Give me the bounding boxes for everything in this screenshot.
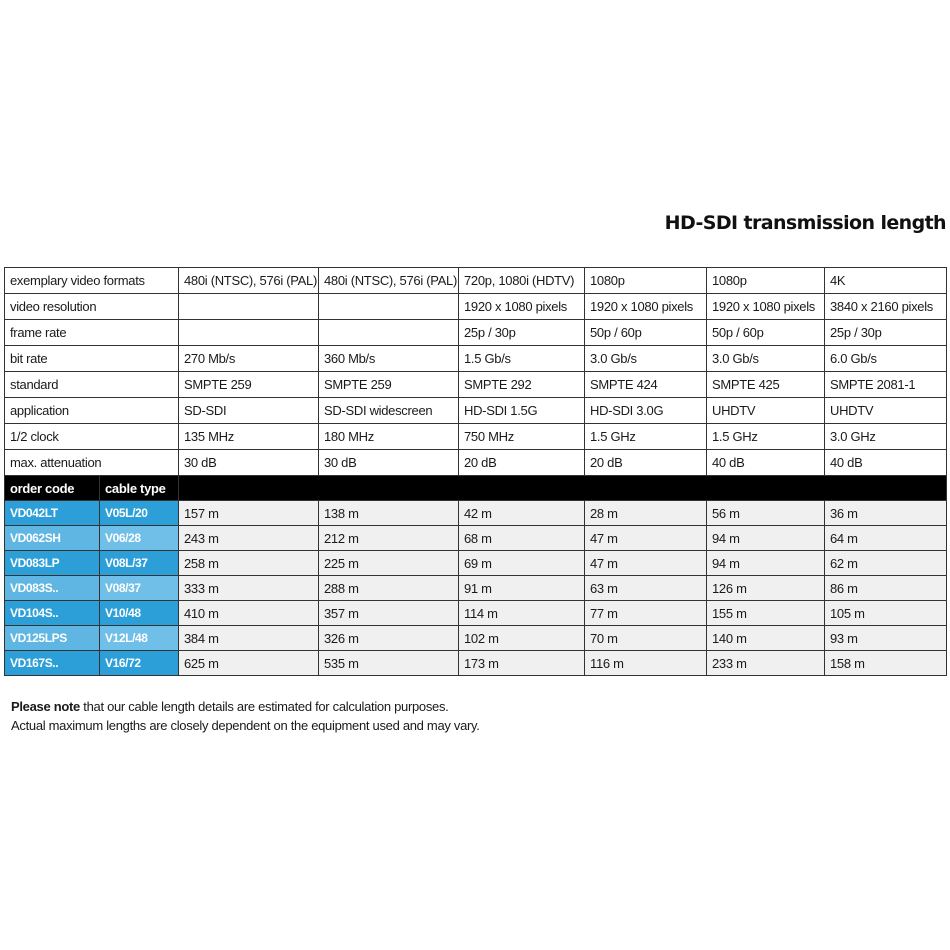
length-value: 410 m: [179, 601, 319, 626]
spec-value: 20 dB: [459, 450, 585, 476]
footnote-text: that our cable length details are estimated for calculation purposes.: [79, 699, 449, 714]
length-value: 155 m: [707, 601, 825, 626]
spec-value: 135 MHz: [179, 424, 319, 450]
spec-value: SMPTE 424: [585, 372, 707, 398]
length-value: 173 m: [459, 651, 585, 676]
order-code-header: order code: [5, 476, 100, 501]
length-value: 94 m: [707, 526, 825, 551]
spec-value: 1920 x 1080 pixels: [459, 294, 585, 320]
cable-type: V06/28: [100, 526, 179, 551]
table-row: [5, 601, 947, 626]
spec-value: [179, 320, 319, 346]
spec-value: 25p / 30p: [825, 320, 947, 346]
footnote-line-2: Actual maximum lengths are closely dependent on the equipment used and may vary.: [11, 718, 480, 733]
spec-value: 270 Mb/s: [179, 346, 319, 372]
length-value: 138 m: [319, 501, 459, 526]
spec-value: [319, 320, 459, 346]
length-value: 535 m: [319, 651, 459, 676]
length-value: 63 m: [585, 576, 707, 601]
spec-value: UHDTV: [825, 398, 947, 424]
spec-row: [5, 398, 947, 424]
order-code: VD042LT: [5, 501, 100, 526]
spec-value: 1.5 Gb/s: [459, 346, 585, 372]
spec-value: 1920 x 1080 pixels: [585, 294, 707, 320]
spec-value: 20 dB: [585, 450, 707, 476]
length-value: 56 m: [707, 501, 825, 526]
spec-label: frame rate: [5, 320, 179, 346]
spec-value: 3.0 Gb/s: [707, 346, 825, 372]
spec-row: [5, 424, 947, 450]
spec-label: 1/2 clock: [5, 424, 179, 450]
length-value: 288 m: [319, 576, 459, 601]
length-value: 212 m: [319, 526, 459, 551]
spec-value: 180 MHz: [319, 424, 459, 450]
order-code: VD083LP: [5, 551, 100, 576]
spec-value: 1080p: [585, 268, 707, 294]
spec-value: SMPTE 425: [707, 372, 825, 398]
page-title: HD-SDI transmission length: [664, 212, 946, 234]
spec-label: video resolution: [5, 294, 179, 320]
length-value: 77 m: [585, 601, 707, 626]
spec-value: 3840 x 2160 pixels: [825, 294, 947, 320]
spec-row: [5, 450, 947, 476]
length-value: 258 m: [179, 551, 319, 576]
length-value: 102 m: [459, 626, 585, 651]
length-value: 70 m: [585, 626, 707, 651]
table-row: [5, 651, 947, 676]
spec-value: 1.5 GHz: [707, 424, 825, 450]
table-row: [5, 626, 947, 651]
length-value: 47 m: [585, 551, 707, 576]
length-value: 157 m: [179, 501, 319, 526]
spec-row: [5, 372, 947, 398]
spec-value: SMPTE 259: [319, 372, 459, 398]
spec-value: 30 dB: [179, 450, 319, 476]
spec-value: 30 dB: [319, 450, 459, 476]
spec-row: [5, 294, 947, 320]
spec-row: [5, 346, 947, 372]
length-value: 42 m: [459, 501, 585, 526]
spec-value: SD-SDI: [179, 398, 319, 424]
length-value: 91 m: [459, 576, 585, 601]
spec-value: 6.0 Gb/s: [825, 346, 947, 372]
spec-value: 40 dB: [825, 450, 947, 476]
length-value: 116 m: [585, 651, 707, 676]
spec-value: [319, 294, 459, 320]
spec-value: 1.5 GHz: [585, 424, 707, 450]
table-body: [5, 268, 947, 676]
order-code: VD062SH: [5, 526, 100, 551]
spec-value: 3.0 Gb/s: [585, 346, 707, 372]
spec-label: exemplary video formats: [5, 268, 179, 294]
cable-type: V08L/37: [100, 551, 179, 576]
transmission-length-table: [4, 267, 947, 676]
length-value: 94 m: [707, 551, 825, 576]
cable-type: V16/72: [100, 651, 179, 676]
order-code: VD167S..: [5, 651, 100, 676]
order-code: VD104S..: [5, 601, 100, 626]
spec-value: 360 Mb/s: [319, 346, 459, 372]
spec-value: 3.0 GHz: [825, 424, 947, 450]
spec-value: SMPTE 2081-1: [825, 372, 947, 398]
cable-type: V05L/20: [100, 501, 179, 526]
spec-value: 25p / 30p: [459, 320, 585, 346]
spec-value: HD-SDI 1.5G: [459, 398, 585, 424]
length-value: 114 m: [459, 601, 585, 626]
spec-label: max. attenuation: [5, 450, 179, 476]
spec-value: 40 dB: [707, 450, 825, 476]
spec-value: 750 MHz: [459, 424, 585, 450]
spec-value: 50p / 60p: [585, 320, 707, 346]
length-value: 326 m: [319, 626, 459, 651]
length-value: 28 m: [585, 501, 707, 526]
spec-value: 720p, 1080i (HDTV): [459, 268, 585, 294]
spec-value: SMPTE 259: [179, 372, 319, 398]
length-value: 243 m: [179, 526, 319, 551]
table-row: [5, 576, 947, 601]
length-value: 140 m: [707, 626, 825, 651]
length-value: 233 m: [707, 651, 825, 676]
spec-value: 1080p: [707, 268, 825, 294]
spec-value: 480i (NTSC), 576i (PAL): [179, 268, 319, 294]
order-code: VD125LPS: [5, 626, 100, 651]
length-value: 384 m: [179, 626, 319, 651]
table-row: [5, 526, 947, 551]
spec-label: application: [5, 398, 179, 424]
length-value: 68 m: [459, 526, 585, 551]
footnote: [11, 697, 480, 735]
spec-value: 50p / 60p: [707, 320, 825, 346]
spec-row: [5, 268, 947, 294]
length-value: 47 m: [585, 526, 707, 551]
length-value: 158 m: [825, 651, 947, 676]
footnote-line-1: [11, 697, 480, 716]
spec-row: [5, 320, 947, 346]
spec-value: 480i (NTSC), 576i (PAL): [319, 268, 459, 294]
spec-value: 4K: [825, 268, 947, 294]
length-value: 357 m: [319, 601, 459, 626]
spec-value: UHDTV: [707, 398, 825, 424]
length-value: 86 m: [825, 576, 947, 601]
length-value: 126 m: [707, 576, 825, 601]
header-row: [5, 476, 947, 501]
cable-type-header: cable type: [100, 476, 179, 501]
header-filler: [179, 476, 947, 501]
table-row: [5, 501, 947, 526]
length-value: 62 m: [825, 551, 947, 576]
cable-type: V12L/48: [100, 626, 179, 651]
footnote-emphasis: Please note: [11, 699, 80, 714]
length-value: 93 m: [825, 626, 947, 651]
spec-value: 1920 x 1080 pixels: [707, 294, 825, 320]
length-value: 225 m: [319, 551, 459, 576]
spec-label: bit rate: [5, 346, 179, 372]
spec-value: SD-SDI widescreen: [319, 398, 459, 424]
spec-value: SMPTE 292: [459, 372, 585, 398]
length-value: 105 m: [825, 601, 947, 626]
length-value: 36 m: [825, 501, 947, 526]
length-value: 625 m: [179, 651, 319, 676]
length-value: 64 m: [825, 526, 947, 551]
length-value: 69 m: [459, 551, 585, 576]
cable-type: V10/48: [100, 601, 179, 626]
spec-value: [179, 294, 319, 320]
spec-label: standard: [5, 372, 179, 398]
cable-type: V08/37: [100, 576, 179, 601]
length-value: 333 m: [179, 576, 319, 601]
order-code: VD083S..: [5, 576, 100, 601]
spec-value: HD-SDI 3.0G: [585, 398, 707, 424]
table-row: [5, 551, 947, 576]
